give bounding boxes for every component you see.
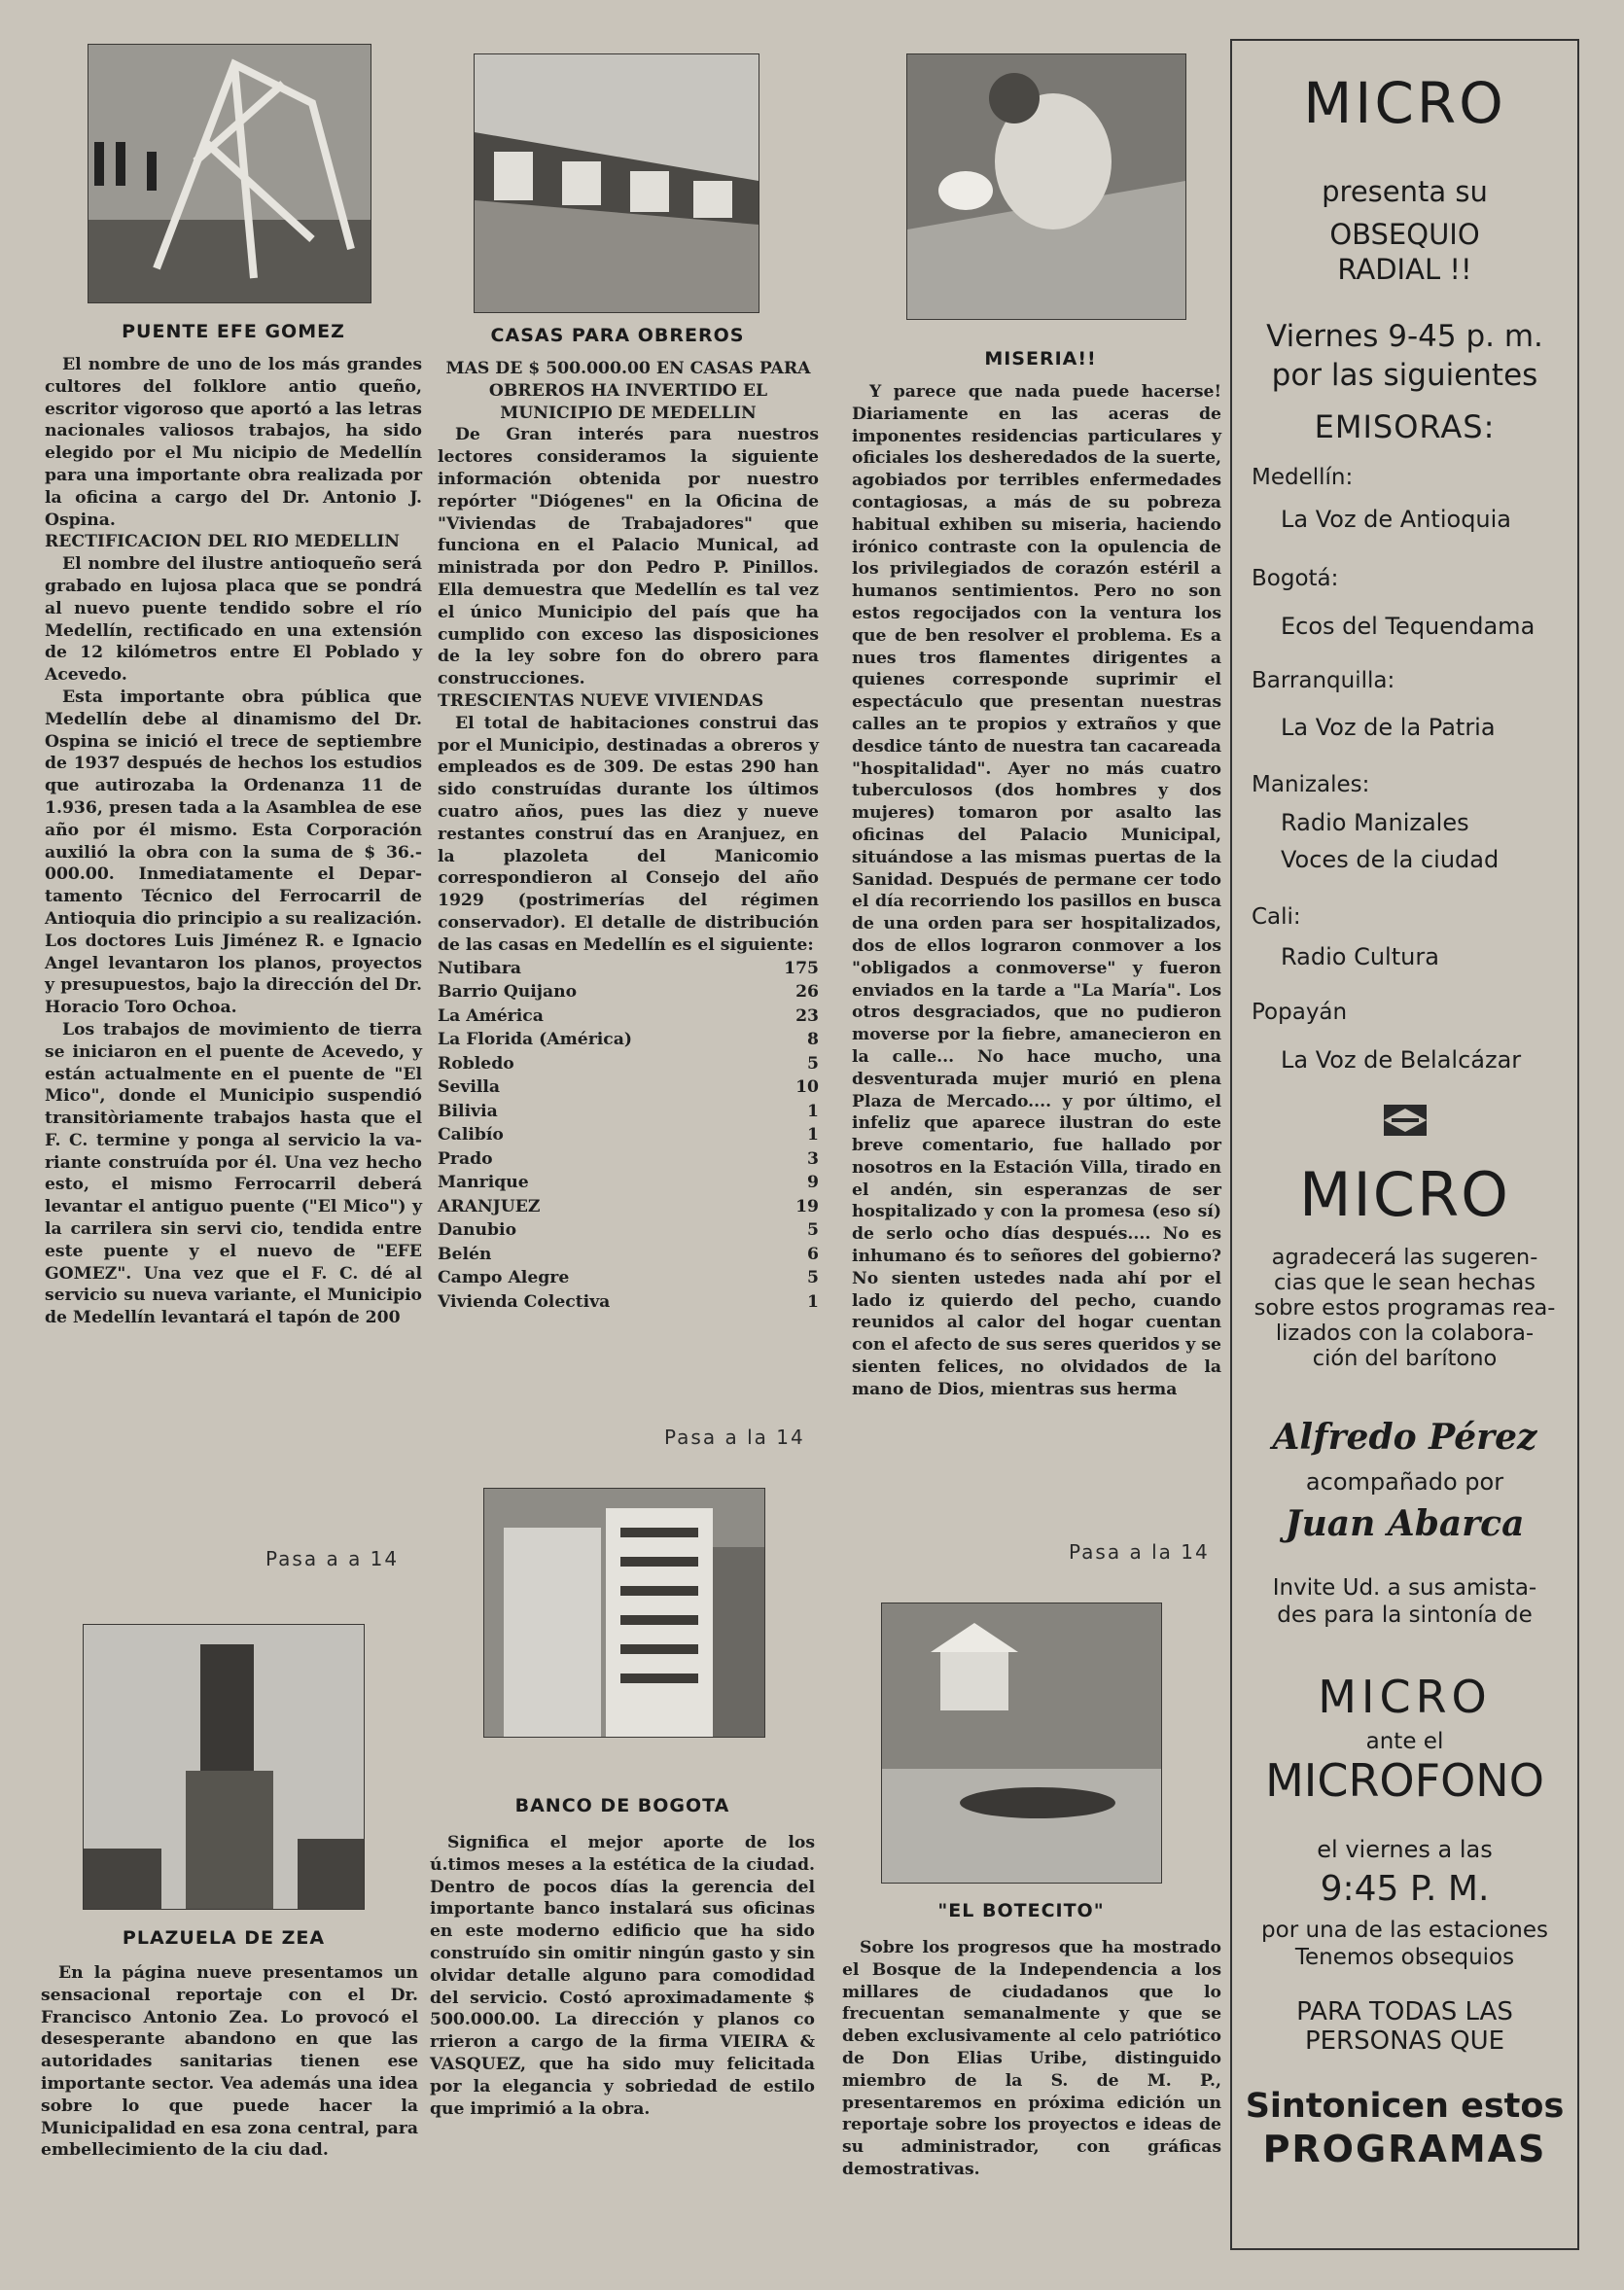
ad-sintonicen: Sintonicen estos bbox=[1245, 2087, 1565, 2126]
caption-casas: CASAS PARA OBREROS bbox=[490, 325, 745, 346]
paragraph: Los trabajos de movimiento de tierra se iniciaron en el puente de Acevedo, y están actualmente en el puente de "El Mico", donde el Municipio suspendió transitòriamente trabajos hasta que el F. C. termine y ponga al servicio la variante construída por él. Una vez hecho esto, el mismo Ferrocarril deberá levantar el antiguo puente ("El Mico") y la carrilera sin servi cio, tendida entre este puente y el nuevo de "EFE GOMEZ". Una vez que el F. C. dé al servicio su nueva variante, el Municipio de Medellín levantará el tapón de 200 bbox=[45, 1019, 422, 1328]
ad-ante: ante el bbox=[1365, 1729, 1444, 1754]
ad-agradece: lizados con la colabora- bbox=[1275, 1321, 1535, 1346]
paragraph: El nombre del ilustre antioqueño será grabado en lujosa placa que se pondrá al nuevo puente tendido sobre el río Medellín, rectificado en una extensión de 12 kilómetros entre El Poblado y Acevedo. bbox=[45, 554, 422, 686]
house-count: 10 bbox=[795, 1077, 819, 1098]
ornament-icon bbox=[1232, 1105, 1577, 1140]
caption-plazuela: PLAZUELA DE ZEA bbox=[122, 1927, 326, 1949]
ad-viernes: el viernes a las bbox=[1317, 1836, 1493, 1863]
ad-schedule: Viernes 9-45 p. m. bbox=[1266, 319, 1543, 354]
neighborhood-name: La Florida (América) bbox=[438, 1030, 633, 1050]
ad-agradece: agradecerá las sugeren- bbox=[1271, 1245, 1538, 1270]
neighborhood-name: Campo Alegre bbox=[438, 1268, 570, 1288]
neighborhood-name: Robledo bbox=[438, 1053, 514, 1074]
neighborhood-name: Calibío bbox=[438, 1125, 504, 1145]
paragraph: El nombre de uno de los más grandes cultores del folklore antio queño, escritor vigoroso que aportó a las letras nacionales valiosos trabajos, ha sido elegido por el Mu nicipio de Medellín para una importante obra realizada por la oficina a cargo del Dr. Antonio J. Ospina. bbox=[45, 355, 422, 530]
ad-agradece: cias que le sean hechas bbox=[1273, 1270, 1536, 1295]
table-row bbox=[438, 957, 819, 981]
ad-schedule-2: por las siguientes bbox=[1271, 358, 1538, 393]
ad-radial: RADIAL !! bbox=[1337, 253, 1472, 286]
beggar-photo bbox=[906, 53, 1186, 320]
brand-title-2: MICRO bbox=[1299, 1159, 1510, 1230]
bank-photo bbox=[483, 1488, 765, 1738]
pianist-name: Juan Abarca bbox=[1285, 1503, 1525, 1544]
station-name: La Voz de Antioquia bbox=[1281, 506, 1512, 533]
ad-agradece: sobre estos programas rea- bbox=[1253, 1295, 1556, 1321]
house-count: 1 bbox=[807, 1101, 819, 1121]
neighborhood-name: Danubio bbox=[438, 1220, 517, 1241]
subheading-rectificacion: RECTIFICACION DEL RIO MEDELLIN bbox=[45, 532, 400, 552]
caption-banco: BANCO DE BOGOTA bbox=[514, 1795, 730, 1816]
houses-photo bbox=[474, 53, 759, 313]
table-row bbox=[438, 1075, 819, 1100]
neighborhood-name: Barrio Quijano bbox=[438, 982, 578, 1003]
article-banco bbox=[430, 1832, 815, 2120]
neighborhood-name: Manrique bbox=[438, 1173, 529, 1193]
table-row bbox=[438, 1052, 819, 1076]
neighborhood-name: ARANJUEZ bbox=[438, 1196, 541, 1216]
caption-botecito: "EL BOTECITO" bbox=[937, 1900, 1105, 1921]
singer-name: Alfredo Pérez bbox=[1272, 1417, 1537, 1458]
table-row bbox=[438, 1195, 819, 1219]
paragraph: De Gran interés para nuestros lectores consideramos la siguiente información obtenida por nuestro repórter "Diógenes" en la Oficina de "Viviendas de Trabajadores" que funciona en el Palacio Munical, ad ministrada por don Pedro P. Pinillos. Ella demuestra que Medellín es tal vez el único Municipio del país que ha cumplido con exceso las disposiciones de la ley sobre fon do obrero para construcciones. bbox=[438, 425, 819, 689]
house-count: 26 bbox=[795, 982, 819, 1003]
paragraph: Sobre los progresos que ha mostrado el Bosque de la Independencia a los millares de ciudadanos que lo frecuentan semanalmente y que se deben exclusivamente al celo patriótico de Don Elias Uribe, distinguido miembro de la S. de M. P., presentaremos en próxima edición un reportaje sobre los proyectos e ideas de su administrador, con gráficas demostrativas. bbox=[842, 1938, 1221, 2179]
house-count: 5 bbox=[807, 1268, 819, 1288]
article-botecito bbox=[842, 1937, 1221, 2181]
ad-agradece: ción del barítono bbox=[1312, 1346, 1498, 1371]
caption-puente: PUENTE EFE GOMEZ bbox=[122, 321, 345, 342]
program-title-2: MICROFONO bbox=[1265, 1754, 1544, 1807]
ad-programas: PROGRAMAS bbox=[1262, 2128, 1547, 2170]
table-row bbox=[438, 980, 819, 1004]
paragraph: Significa el mejor aporte de los ú.timos meses a la estética de la ciudad. Dentro de pocos días la gerencia del importante banco instalará sus oficinas en este moderno edificio que ha sido construído sin omitir ningún gasto y sin olvidar detalle alguno para comodidad del servicio. Costó aproximadamente $ 500.000.00. La dirección y planos co rrieron a cargo de la firma VIEIRA & VASQUEZ, que ha sido muy felicitada por la elegancia y sobriedad de estilo que imprimió a la obra. bbox=[430, 1833, 815, 2119]
paragraph: El total de habitaciones construi das por el Municipio, destinadas a obreros y empleados es de 309. De estas 290 han sido construídas durante los últimos cuatro años, pues las diez y nueve restantes construí das en Aranjuez, en la plazoleta del Manicomio correspondieron al Consejo del año 1929 (postrimerías del régimen conservador). El detalle de distribución de las casas en Medellín es el siguiente: bbox=[438, 713, 819, 955]
station-city: Barranquilla: bbox=[1252, 668, 1395, 693]
ad-hora: 9:45 P. M. bbox=[1320, 1869, 1490, 1909]
neighborhood-name: Belén bbox=[438, 1244, 492, 1264]
station-name: La Voz de la Patria bbox=[1281, 714, 1496, 741]
ad-emisoras: EMISORAS: bbox=[1314, 408, 1496, 445]
neighborhood-name: Bilivia bbox=[438, 1101, 498, 1121]
headline-inversion: MAS DE $ 500.000.00 EN CASAS PARA OBREROS HA INVERTIDO EL MUNICIPIO DE MEDELLIN bbox=[445, 359, 811, 423]
article-puente bbox=[45, 354, 422, 1329]
table-row bbox=[438, 1004, 819, 1029]
paragraph: Esta importante obra pública que Medellín debe al dinamismo del Dr. Ospina se inició el trece de septiembre de 1937 después de hechos los estudios que autirozaba la Ordenanza 11 de 1.936, presen tada a la Asamblea de ese año por él mismo. Esta Corporación auxilió la obra con la suma de $ 36.000.00. Inmediatamente el Departamento Técnico del Ferrocarril de Antioquia dio principio a su realización. Los doctores Luis Jiménez R. e Ignacio Angel levantaron los planos, proyectos y presupuestos, bajo la dirección del Dr. Horacio Toro Ochoa. bbox=[45, 687, 422, 1018]
house-count: 175 bbox=[784, 958, 819, 978]
table-row bbox=[438, 1028, 819, 1052]
paragraph: En la página nueve presentamos un sensacional reportaje con el Dr. Francisco Antonio Zea. Lo provocó el desesperante abandono en que las autoridades sanitarias tienen ese importante sector. Vea además una idea sobre lo que puede hacer la Municipalidad en esa zona central, para embellecimiento de la ciu dad. bbox=[41, 1963, 418, 2161]
ad-obsequio: OBSEQUIO bbox=[1329, 218, 1480, 251]
station-name: Radio Manizales bbox=[1281, 809, 1469, 836]
ad-acompanado: acompañado por bbox=[1305, 1468, 1504, 1496]
house-count: 1 bbox=[807, 1125, 819, 1145]
station-city: Popayán bbox=[1252, 1000, 1348, 1025]
house-count: 9 bbox=[807, 1173, 819, 1193]
article-miseria bbox=[852, 381, 1221, 1401]
continued-note-col1: Pasa a a 14 bbox=[265, 1547, 400, 1570]
house-count: 19 bbox=[795, 1196, 819, 1216]
station-city: Medellín: bbox=[1252, 465, 1354, 490]
house-count: 3 bbox=[807, 1148, 819, 1169]
ad-invite: Invite Ud. a sus amista- bbox=[1272, 1575, 1537, 1601]
neighborhood-name: Vivienda Colectiva bbox=[438, 1291, 611, 1312]
article-plazuela bbox=[41, 1962, 418, 2162]
station-city: Manizales: bbox=[1252, 772, 1370, 797]
program-title: MICRO bbox=[1318, 1671, 1492, 1723]
table-row bbox=[438, 1147, 819, 1172]
subheading-viviendas: TRESCIENTAS NUEVE VIVIENDAS bbox=[438, 690, 764, 711]
table-row bbox=[438, 1100, 819, 1124]
ad-para: PERSONAS QUE bbox=[1304, 2026, 1505, 2056]
neighborhood-name: La América bbox=[438, 1005, 544, 1026]
bridge-photo bbox=[88, 44, 371, 303]
station-name: Voces de la ciudad bbox=[1281, 846, 1500, 873]
house-count: 5 bbox=[807, 1220, 819, 1241]
ad-invite: des para la sintonía de bbox=[1277, 1603, 1533, 1628]
house-count: 6 bbox=[807, 1244, 819, 1264]
station-name: Ecos del Tequendama bbox=[1281, 613, 1536, 640]
station-city: Bogotá: bbox=[1252, 566, 1339, 591]
article-casas bbox=[438, 358, 819, 1314]
ad-por: por una de las estaciones bbox=[1261, 1918, 1548, 1943]
boat-photo bbox=[881, 1603, 1162, 1884]
houses-distribution-table bbox=[438, 957, 819, 1315]
neighborhood-name: Nutibara bbox=[438, 958, 522, 978]
statue-photo bbox=[83, 1624, 365, 1910]
continued-note-col3: Pasa a la 14 bbox=[1069, 1540, 1210, 1564]
neighborhood-name: Prado bbox=[438, 1148, 493, 1169]
continued-note-col2: Pasa a la 14 bbox=[664, 1426, 805, 1449]
house-count: 8 bbox=[807, 1030, 819, 1050]
caption-miseria: MISERIA!! bbox=[984, 348, 1097, 370]
neighborhood-name: Sevilla bbox=[438, 1077, 501, 1098]
table-row bbox=[438, 1290, 819, 1315]
ad-para: PARA TODAS LAS bbox=[1296, 1997, 1513, 2026]
ad-por: Tenemos obsequios bbox=[1294, 1945, 1515, 1970]
ad-presenta: presenta su bbox=[1322, 175, 1488, 208]
station-city: Cali: bbox=[1252, 904, 1301, 930]
paragraph: Y parece que nada puede hacerse! Diariamente en las aceras de imponentes residencias particulares y oficiales los desheredados de la suerte, agobiados por terribles enfermedades contagiosas, a más de su pobreza habitual exhiben su miseria, haciendo irónico contraste con la opulencia de los privilegiados de corazón estéril a humanos sentimientos. Pero no son estos regocijados con la ventura los que de ben resolver el problema. Es a nues tros flamentes dirigentes a quienes corresponde suprimir el espectáculo que presentan nuestras calles an te propios y extraños y que desdice tánto de nuestra tan cacareada "hospitalidad". Ayer no más cuatro tuberculosos (dos hombres y dos mujeres) tomaron por asalto las oficinas del Palacio Municipal, situándose a las mismas puertas de la Sanidad. Después de permane cer todo el día recorriendo los pasillos en busca de una orden para ser hospitalizados, dos de ellos lograron conmover a los "obligados a conmoverse" y fueron enviados en la tarde a "La María". Los otros desgraciados, que no pudieron moverse por la fiebre, amanecieron en la calle... No hace mucho, una desventurada mujer murió en plena Plaza de Mercado.... y por último, el infeliz que aparece ilustran do este breve comentario, fue hallado por nosotros en la Estación Villa, tirado en el andén, sin esperanzas de ser hospitalizado y con la promesa (eso sí) de serlo ocho días después.... No es inhumano és to señores del gobierno? No sienten ustedes nada ahí por el lado iz quierdo del pecho, cuando reunidos al calor del hogar cuentan con el afecto de sus seres queridos y se sienten felices, no olvidados de la mano de Dios, mientras sus herma bbox=[852, 382, 1221, 1399]
station-name: Radio Cultura bbox=[1281, 943, 1439, 970]
table-row bbox=[438, 1123, 819, 1147]
micro-radio-advertisement bbox=[1230, 39, 1579, 2250]
table-row bbox=[438, 1243, 819, 1267]
table-row bbox=[438, 1218, 819, 1243]
brand-title: MICRO bbox=[1303, 70, 1506, 136]
house-count: 5 bbox=[807, 1053, 819, 1074]
table-row bbox=[438, 1266, 819, 1290]
house-count: 1 bbox=[807, 1291, 819, 1312]
table-row bbox=[438, 1171, 819, 1195]
station-name: La Voz de Belalcázar bbox=[1281, 1046, 1522, 1074]
house-count: 23 bbox=[795, 1005, 819, 1026]
